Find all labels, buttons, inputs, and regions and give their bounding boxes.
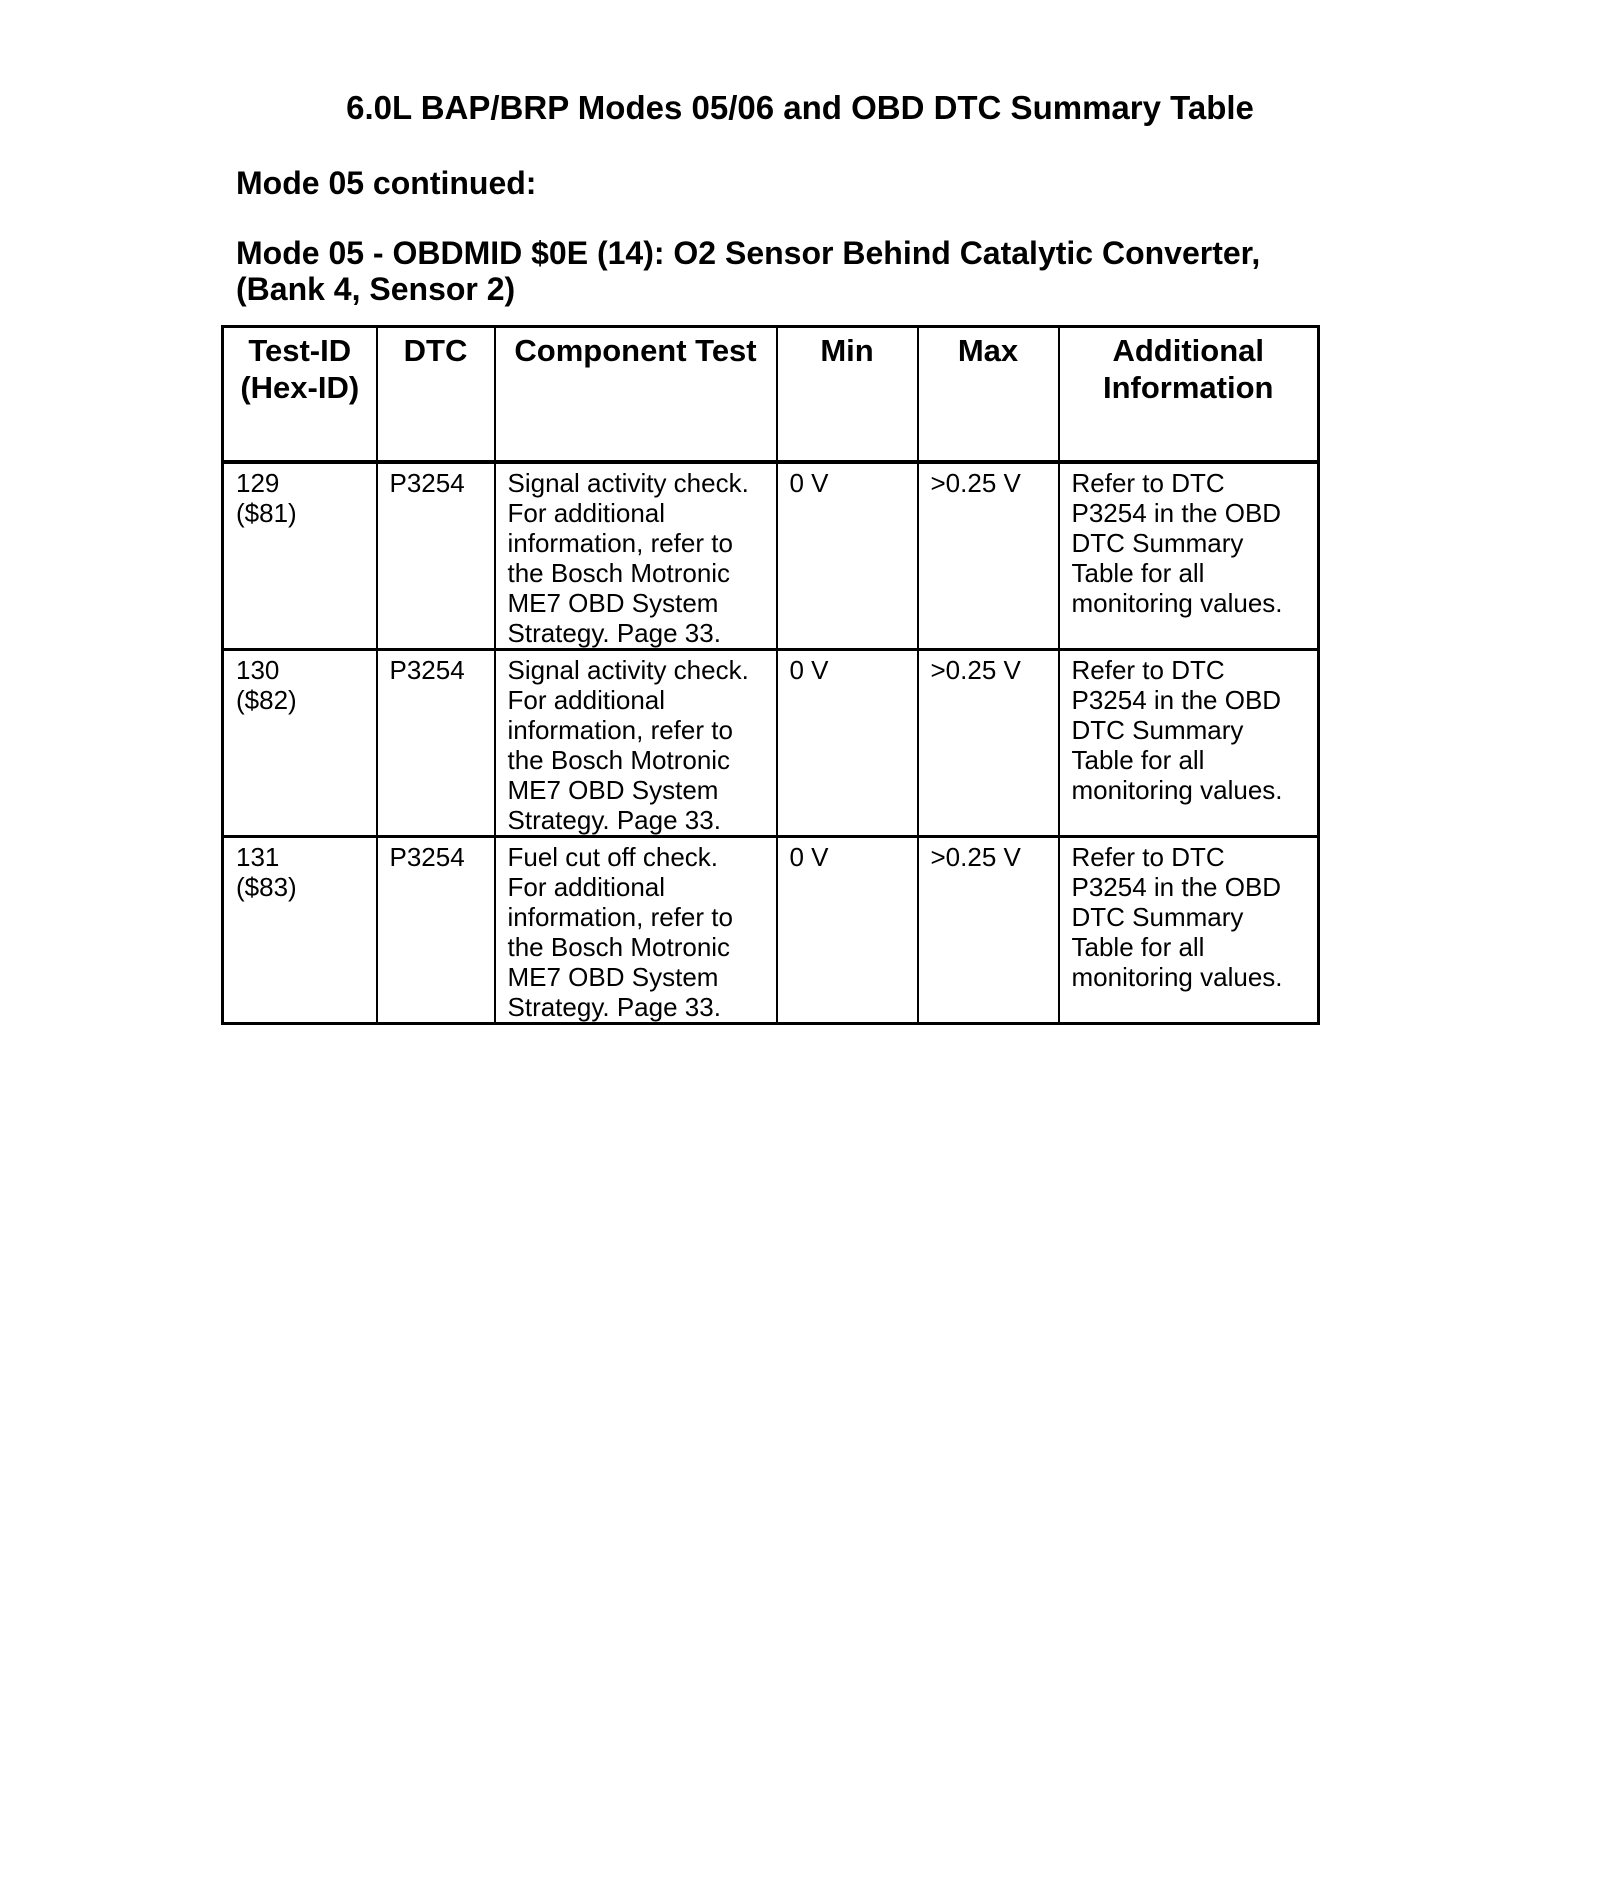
table-heading-line-1: Mode 05 - OBDMID $0E (14): O2 Sensor Behind Catalytic Converter, bbox=[236, 235, 1261, 271]
component-line: information, refer to bbox=[507, 528, 733, 558]
header-component-test: Component Test bbox=[495, 327, 777, 463]
cell-dtc: P3254 bbox=[377, 462, 495, 650]
component-line: ME7 OBD System bbox=[507, 775, 719, 805]
cell-additional-information bbox=[1059, 837, 1319, 1024]
header-min: Min bbox=[777, 327, 918, 463]
cell-max: >0.25 V bbox=[918, 462, 1059, 650]
hex-id-value: ($83) bbox=[236, 872, 297, 902]
document-title: 6.0L BAP/BRP Modes 05/06 and OBD DTC Summary Table bbox=[346, 89, 1254, 126]
component-line: information, refer to bbox=[507, 715, 733, 745]
component-line: Signal activity check. bbox=[507, 655, 749, 685]
cell-test-id bbox=[223, 837, 377, 1024]
hex-id-value: ($81) bbox=[236, 498, 297, 528]
component-line: ME7 OBD System bbox=[507, 588, 719, 618]
info-line: Refer to DTC bbox=[1071, 655, 1225, 685]
cell-test-id bbox=[223, 650, 377, 837]
info-line: Refer to DTC bbox=[1071, 468, 1225, 498]
info-line: DTC Summary bbox=[1071, 528, 1244, 558]
cell-dtc: P3254 bbox=[377, 837, 495, 1024]
header-dtc: DTC bbox=[377, 327, 495, 463]
cell-max: >0.25 V bbox=[918, 650, 1059, 837]
info-line: Refer to DTC bbox=[1071, 842, 1225, 872]
cell-min: 0 V bbox=[777, 462, 918, 650]
table-header-row bbox=[223, 327, 1319, 463]
component-line: Fuel cut off check. bbox=[507, 842, 719, 872]
header-test-id-line-1: Test-ID bbox=[248, 333, 352, 368]
table-heading bbox=[236, 235, 1336, 307]
info-line: monitoring values. bbox=[1071, 775, 1283, 805]
component-line: Strategy. Page 33. bbox=[507, 992, 721, 1022]
section-label: Mode 05 continued: bbox=[236, 165, 537, 201]
cell-component-test bbox=[495, 650, 777, 837]
cell-component-test bbox=[495, 837, 777, 1024]
info-line: DTC Summary bbox=[1071, 715, 1244, 745]
component-line: For additional bbox=[507, 685, 666, 715]
info-line: Table for all bbox=[1071, 932, 1205, 962]
cell-additional-information bbox=[1059, 650, 1319, 837]
table-row bbox=[223, 650, 1319, 837]
info-line: P3254 in the OBD bbox=[1071, 872, 1282, 902]
header-test-id bbox=[223, 327, 377, 463]
cell-additional-information bbox=[1059, 462, 1319, 650]
component-line: Strategy. Page 33. bbox=[507, 618, 721, 648]
component-line: For additional bbox=[507, 498, 666, 528]
cell-test-id bbox=[223, 462, 377, 650]
header-additional-line-1: Additional bbox=[1112, 333, 1265, 368]
component-line: information, refer to bbox=[507, 902, 733, 932]
info-line: Table for all bbox=[1071, 745, 1205, 775]
header-additional-information bbox=[1059, 327, 1319, 463]
component-line: Strategy. Page 33. bbox=[507, 805, 721, 835]
table-heading-line-2: (Bank 4, Sensor 2) bbox=[236, 271, 516, 307]
cell-min: 0 V bbox=[777, 650, 918, 837]
component-line: ME7 OBD System bbox=[507, 962, 719, 992]
component-line: the Bosch Motronic bbox=[507, 558, 731, 588]
cell-component-test bbox=[495, 462, 777, 650]
test-id-value: 131 bbox=[236, 842, 280, 872]
test-id-value: 129 bbox=[236, 468, 280, 498]
cell-min: 0 V bbox=[777, 837, 918, 1024]
test-id-value: 130 bbox=[236, 655, 280, 685]
info-line: P3254 in the OBD bbox=[1071, 498, 1282, 528]
header-additional-line-2: Information bbox=[1103, 370, 1274, 405]
table-row bbox=[223, 837, 1319, 1024]
hex-id-value: ($82) bbox=[236, 685, 297, 715]
table-row bbox=[223, 462, 1319, 650]
cell-max: >0.25 V bbox=[918, 837, 1059, 1024]
summary-table bbox=[221, 325, 1320, 1025]
header-test-id-line-2: (Hex-ID) bbox=[240, 370, 360, 405]
component-line: the Bosch Motronic bbox=[507, 932, 731, 962]
info-line: DTC Summary bbox=[1071, 902, 1244, 932]
info-line: monitoring values. bbox=[1071, 588, 1283, 618]
info-line: monitoring values. bbox=[1071, 962, 1283, 992]
cell-dtc: P3254 bbox=[377, 650, 495, 837]
header-max: Max bbox=[918, 327, 1059, 463]
component-line: the Bosch Motronic bbox=[507, 745, 731, 775]
component-line: For additional bbox=[507, 872, 666, 902]
info-line: Table for all bbox=[1071, 558, 1205, 588]
component-line: Signal activity check. bbox=[507, 468, 749, 498]
info-line: P3254 in the OBD bbox=[1071, 685, 1282, 715]
